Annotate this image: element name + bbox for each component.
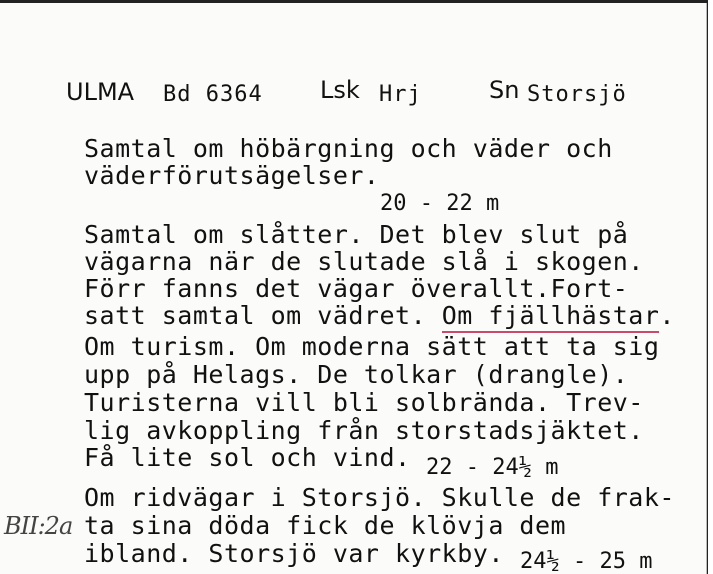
text-line: ibland. Storsjö var kyrkby. xyxy=(84,539,504,568)
text-line xyxy=(84,301,675,330)
sn-label: Sn xyxy=(489,76,520,104)
text-segment: . xyxy=(659,301,675,330)
lsk-value: Hrj xyxy=(379,82,422,107)
lsk-label: Lsk xyxy=(320,76,360,104)
text-line: Samtal om höbärgning och väder och xyxy=(84,134,613,163)
text-line: lig avkoppling från storstadsjäktet. xyxy=(84,416,644,445)
text-line: Om turism. Om moderna sätt att ta sig xyxy=(84,332,660,361)
time-range: 20 - 22 m xyxy=(380,191,500,216)
archive-code: ULMA xyxy=(66,78,135,106)
text-line: väderförutsägelser. xyxy=(84,161,380,190)
text-line: ta sina döda fick de klövja dem xyxy=(84,511,567,540)
card-top-edge xyxy=(0,0,713,3)
card-header xyxy=(0,76,706,116)
time-range: 22 - 24½ m xyxy=(426,455,559,480)
text-line: Få lite sol och vind. xyxy=(84,443,411,472)
text-line: Turisterna vill bli solbrända. Trev- xyxy=(84,388,644,417)
text-line: Om ridvägar i Storsjö. Skulle de frak- xyxy=(84,483,675,512)
time-range: 24½ - 25 m xyxy=(520,549,653,574)
sn-value: Storsjö xyxy=(527,82,627,107)
record-number: Bd 6364 xyxy=(163,82,263,107)
text-line: Förr fanns det vägar överallt.Fort- xyxy=(84,274,629,303)
text-segment: satt samtal om vädret. xyxy=(84,301,442,330)
text-line: Samtal om slåtter. Det blev slut på xyxy=(84,220,629,249)
handwritten-margin-note: BII:2a xyxy=(4,512,73,540)
underlined-topic: Om fjällhästar xyxy=(442,301,660,333)
text-line: upp på Helags. De tolkar (drangle). xyxy=(84,360,629,389)
card-right-edge xyxy=(707,0,713,574)
text-line: vägarna när de slutade slå i skogen. xyxy=(84,247,644,276)
